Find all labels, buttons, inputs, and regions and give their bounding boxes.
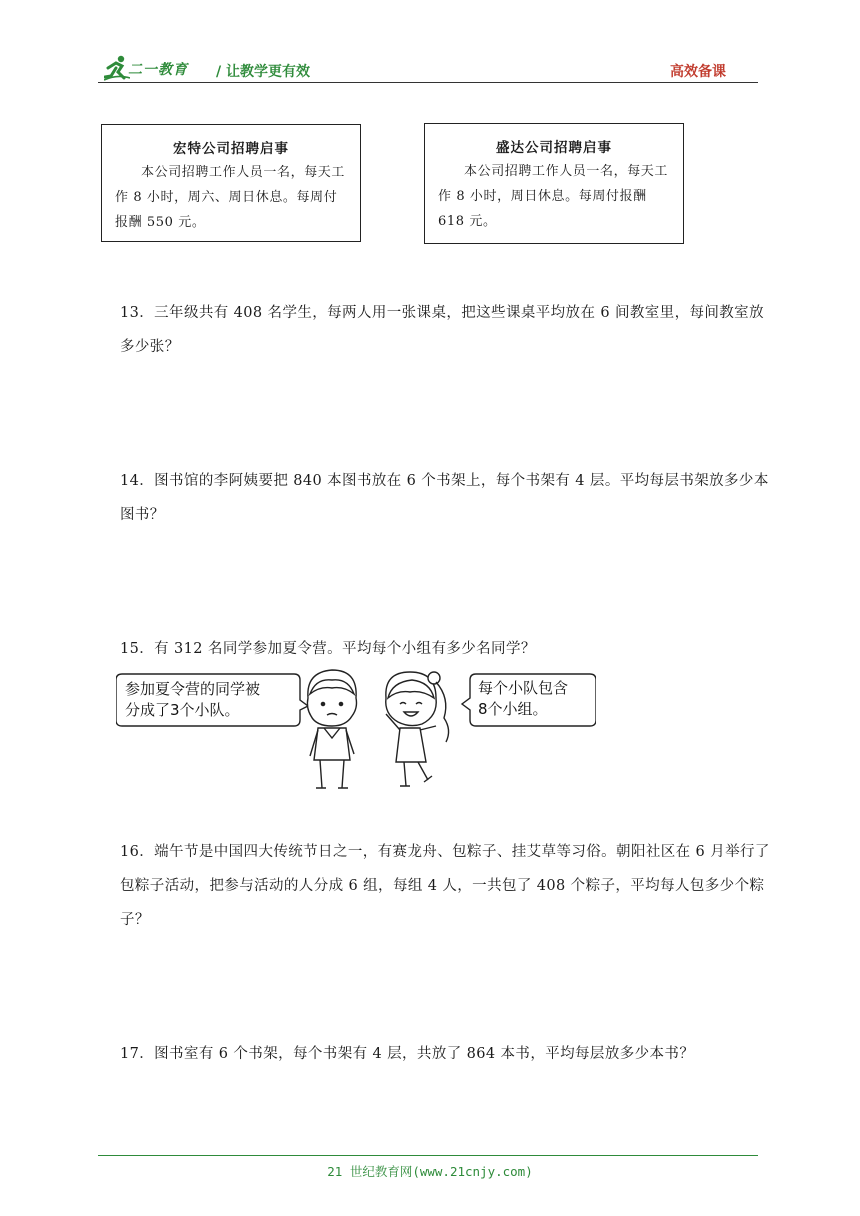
notice-body: 本公司招聘工作人员一名，每天工作 8 小时，周日休息。每周付报酬 618 元。 xyxy=(438,164,669,229)
question-15: 15．有 312 名同学参加夏令营。平均每个小组有多少名同学？ xyxy=(120,641,536,657)
left-bubble-text xyxy=(125,679,305,721)
runner-logo-icon xyxy=(104,54,130,82)
notice-title: 宏特公司招聘启事 xyxy=(173,141,289,157)
header-right-label: 高效备课 xyxy=(670,64,726,80)
question-17: 17．图书室有 6 个书架，每个书架有 4 层，共放了 864 本书，平均每层放多少本书？ xyxy=(120,1046,695,1062)
notice-body: 本公司招聘工作人员一名，每天工作 8 小时，周六、周日休息。每周付报酬 550 元。 xyxy=(115,165,346,230)
footer-divider xyxy=(98,1155,758,1156)
footer-text: 21 世纪教育网(www.21cnjy.com) xyxy=(327,1164,533,1179)
right-bubble-text xyxy=(478,678,598,720)
logo-text: 二一教育 xyxy=(128,62,188,78)
header-divider xyxy=(98,82,758,83)
notice-box-shengda xyxy=(424,123,684,244)
boy-figure xyxy=(307,670,356,788)
question-14: 14．图书馆的李阿姨要把 840 本图书放在 6 个书架上，每个书架有 4 层。平均每层书架放多少本图书？ xyxy=(120,473,769,523)
question-16: 16．端午节是中国四大传统节日之一，有赛龙舟、包粽子、挂艾草等习俗。朝阳社区在 6 月举行了包粽子活动，把参与活动的人分成 6 组，每组 4 人，一共包了 408 个粽子，平均每人包多少个粽子？ xyxy=(120,844,770,928)
question-13: 13．三年级共有 408 名学生，每两人用一张课桌，把这些课桌平均放在 6 间教室里，每间教室放多少张？ xyxy=(120,305,764,355)
header-slogan: / 让教学更有效 xyxy=(216,64,310,80)
notice-title: 盛达公司招聘启事 xyxy=(496,140,612,156)
right-bubble-line-1: 每个小队包含 xyxy=(478,679,569,697)
notice-box-hongte xyxy=(101,124,361,242)
left-bubble-line-1: 参加夏令营的同学被 xyxy=(125,680,261,698)
logo xyxy=(104,54,214,84)
girl-figure xyxy=(386,672,449,786)
right-bubble-line-2: 8个小组。 xyxy=(478,700,548,718)
left-bubble-line-2: 分成了3个小队。 xyxy=(125,701,240,719)
